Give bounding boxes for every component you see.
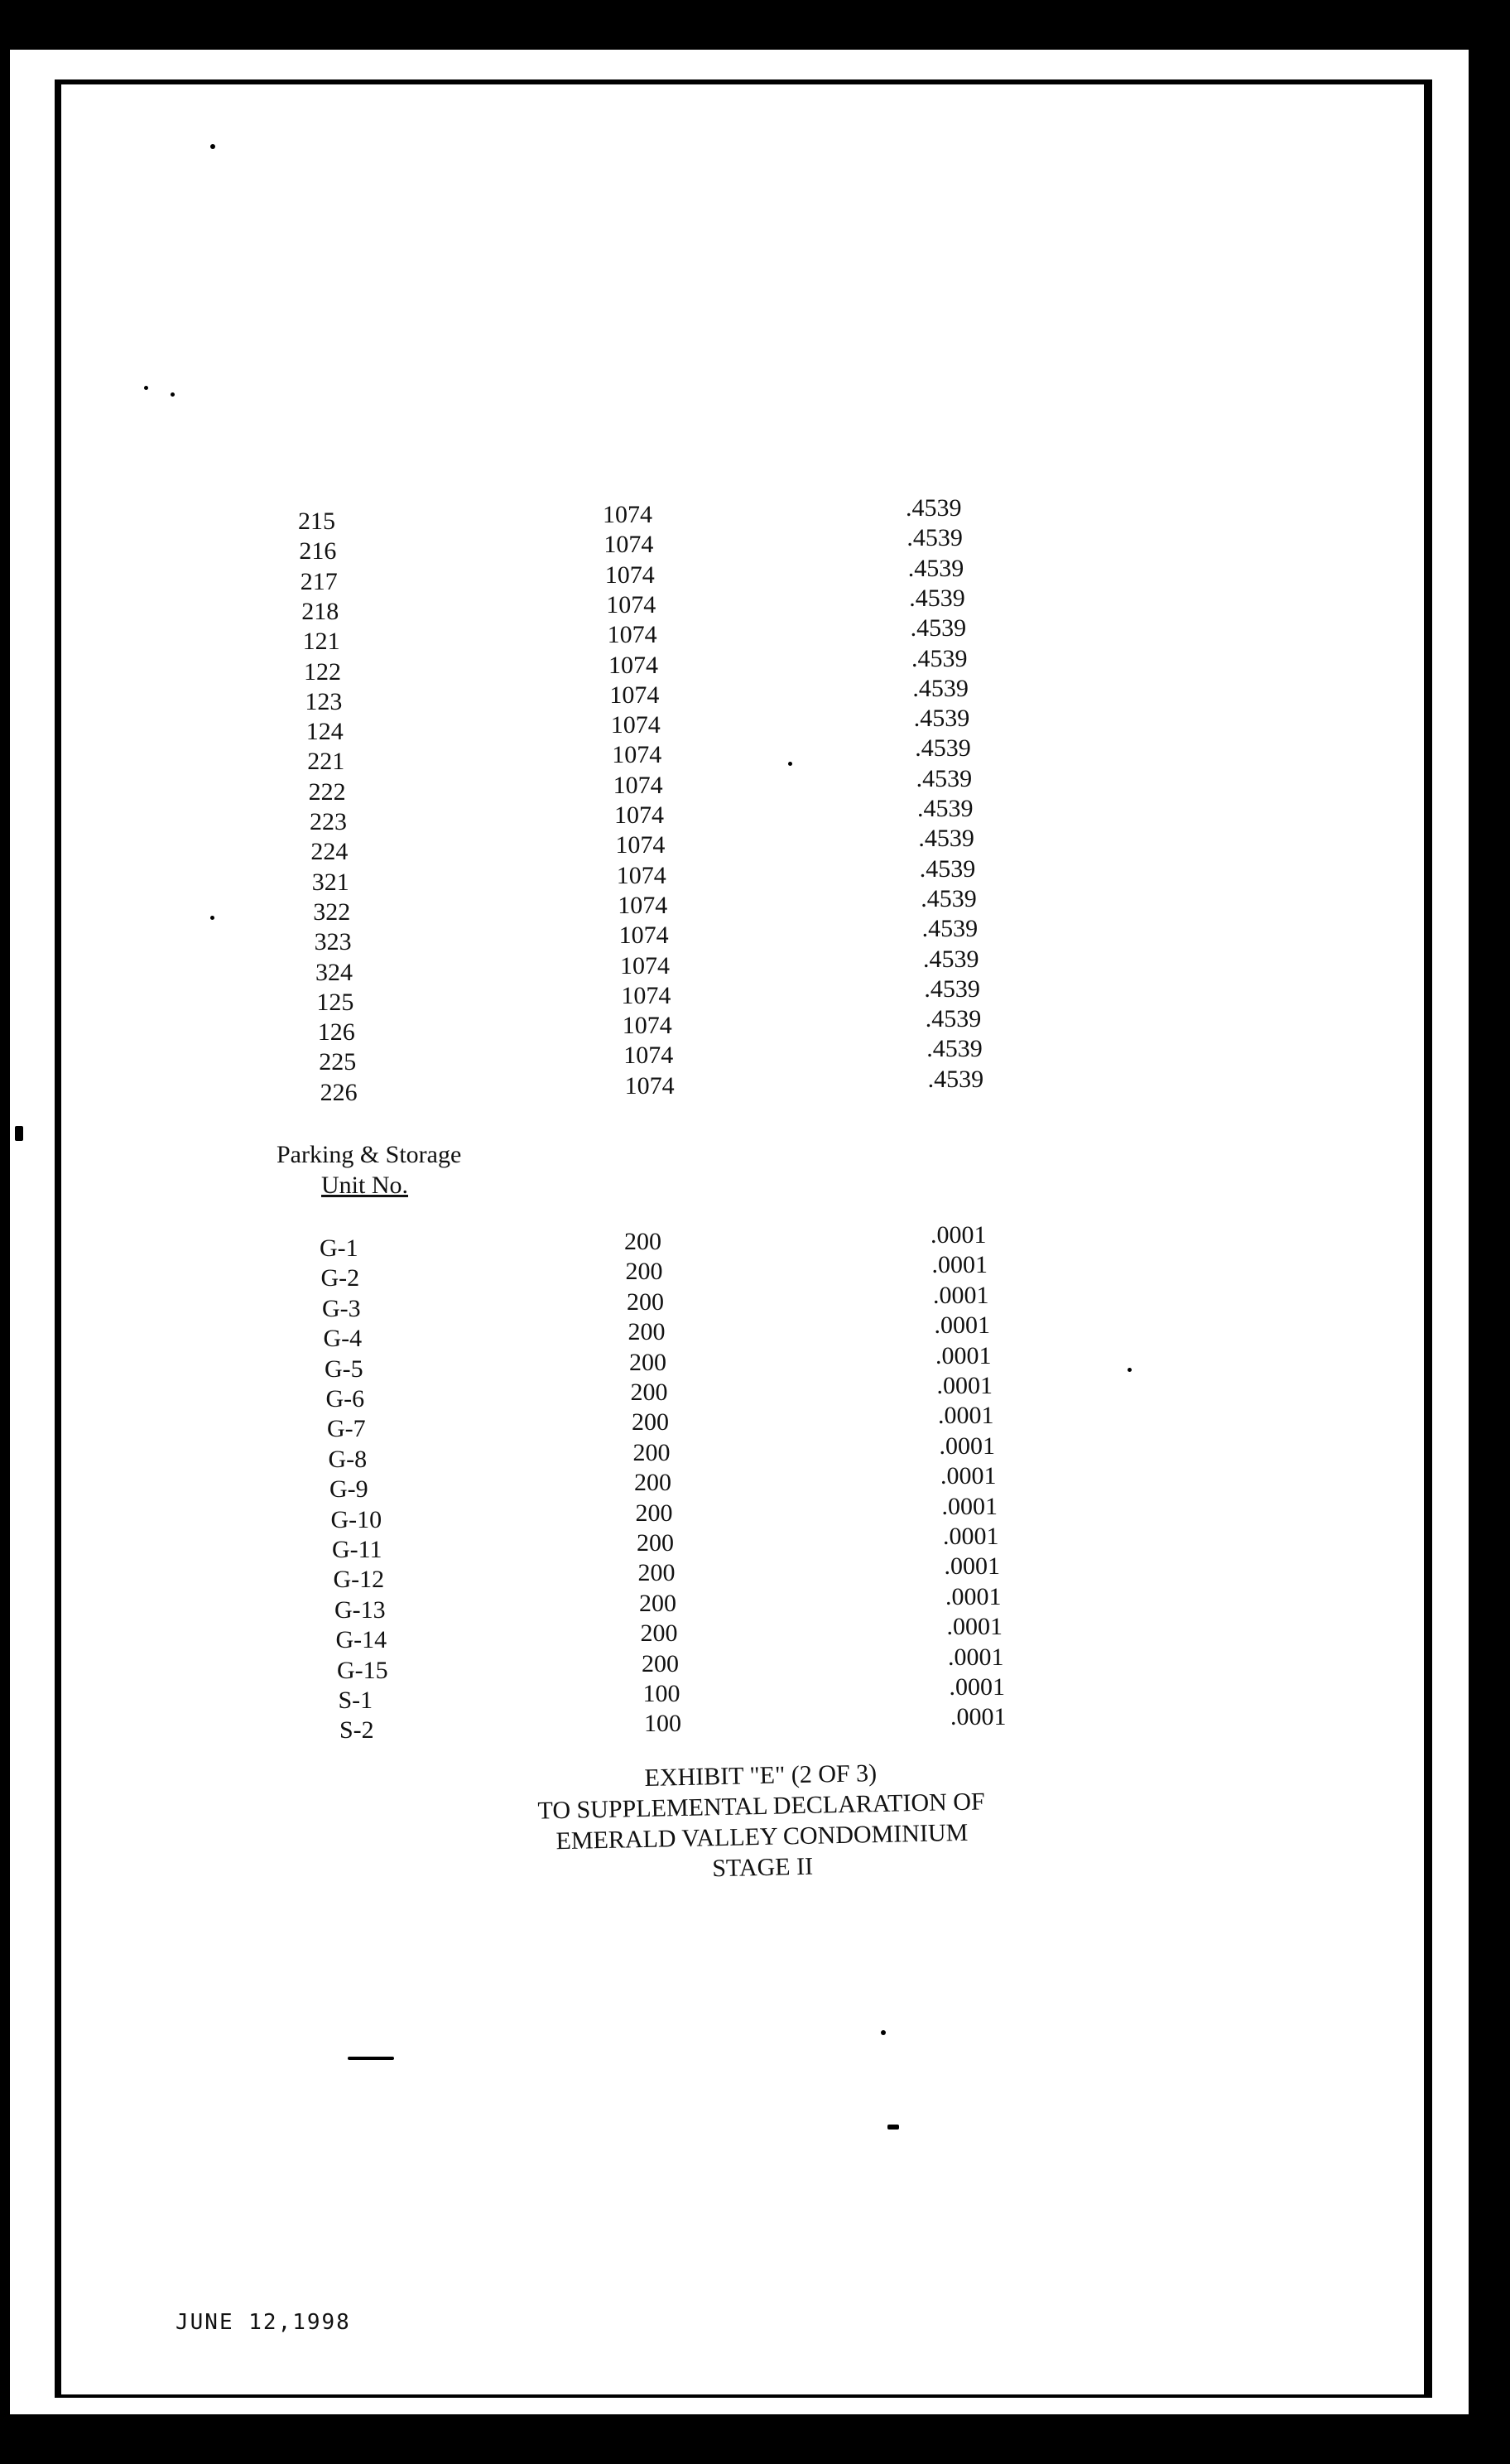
unit-area: 1074	[604, 561, 655, 589]
unit-area: 1074	[620, 951, 670, 979]
unit-area: 1074	[621, 981, 671, 1009]
unit-number: 324	[315, 958, 353, 986]
unit-area: 1074	[608, 651, 658, 679]
scan-speck	[1128, 1368, 1132, 1372]
unit-area: 1074	[622, 1012, 672, 1040]
unit-area: 100	[642, 1680, 680, 1707]
unit-number: G-14	[335, 1626, 387, 1654]
unit-share: .4539	[921, 884, 977, 912]
unit-share: .0001	[934, 1311, 990, 1340]
unit-area: 1074	[603, 501, 652, 528]
unit-share: .4539	[918, 825, 974, 853]
unit-area: 200	[640, 1619, 678, 1648]
unit-number: 126	[317, 1018, 355, 1047]
scan-speck	[881, 2030, 886, 2035]
unit-area: 1074	[604, 531, 654, 559]
unit-share: .0001	[946, 1613, 1003, 1641]
unit-number: 215	[298, 508, 335, 535]
scan-speck	[348, 2057, 394, 2060]
unit-area: 200	[625, 1258, 663, 1286]
unit-share: .0001	[931, 1221, 987, 1249]
unit-number: G-6	[325, 1385, 365, 1412]
unit-share: .0001	[938, 1402, 994, 1430]
unit-area: 200	[627, 1287, 664, 1316]
unit-share: .4539	[917, 795, 974, 822]
unit-area: 200	[635, 1499, 673, 1527]
footer-date: JUNE 12,1998	[176, 2310, 351, 2335]
parking-storage-heading: Parking & Storage	[277, 1141, 462, 1168]
unit-share: .0001	[940, 1462, 997, 1490]
unit-number: 322	[313, 898, 351, 926]
unit-number: G-15	[337, 1656, 388, 1684]
unit-area: 200	[634, 1469, 671, 1497]
unit-share: .4539	[924, 975, 980, 1003]
unit-area: 1074	[623, 1042, 674, 1070]
unit-number: 321	[311, 868, 349, 896]
caption-line-3: EMERALD VALLEY CONDOMINIUM	[555, 1818, 969, 1855]
unit-number: G-7	[327, 1415, 366, 1443]
scan-speck	[887, 2125, 899, 2130]
unit-area: 200	[632, 1438, 671, 1466]
scan-speck	[15, 1126, 23, 1141]
unit-share: .4539	[921, 915, 979, 943]
unit-share: .4539	[919, 854, 976, 883]
unit-number: 225	[319, 1048, 357, 1076]
unit-area: 1074	[616, 861, 666, 889]
scan-border-top	[0, 0, 1510, 50]
unit-area: 1074	[609, 681, 660, 709]
unit-area: 1074	[618, 922, 669, 950]
unit-number: 122	[304, 657, 341, 686]
unit-area: 1074	[607, 621, 657, 649]
scan-border-bottom	[0, 2414, 1510, 2464]
unit-share: .4539	[923, 945, 979, 973]
scan-speck	[210, 916, 214, 920]
document-page	[55, 79, 1432, 2398]
unit-number: G-3	[322, 1294, 361, 1322]
scan-speck	[171, 392, 175, 397]
unit-number: G-11	[332, 1536, 382, 1563]
unit-number: 123	[305, 687, 343, 715]
unit-number: 224	[310, 838, 349, 866]
unit-number: 217	[300, 567, 338, 595]
unit-share: .4539	[910, 614, 967, 642]
unit-number: 124	[305, 718, 344, 746]
unit-number: 125	[316, 988, 354, 1016]
unit-share: .4539	[913, 705, 970, 733]
unit-area: 200	[630, 1379, 668, 1406]
unit-share: .0001	[931, 1251, 988, 1279]
unit-share: .0001	[950, 1703, 1007, 1731]
unit-area: 200	[624, 1228, 661, 1255]
unit-number: S-2	[339, 1716, 374, 1745]
unit-share: .0001	[944, 1552, 1000, 1581]
unit-area: 1074	[606, 590, 656, 618]
scan-speck	[144, 386, 148, 390]
unit-number: 221	[307, 748, 345, 776]
unit-number: 216	[299, 537, 337, 565]
unit-area: 200	[628, 1318, 666, 1346]
unit-share: .0001	[941, 1492, 998, 1520]
unit-share: .0001	[949, 1673, 1005, 1701]
scan-speck	[210, 144, 215, 149]
unit-share: .4539	[925, 1005, 982, 1033]
caption-line-2: TO SUPPLEMENTAL DECLARATION OF	[537, 1788, 985, 1825]
unit-area: 200	[637, 1529, 674, 1557]
unit-share: .0001	[936, 1372, 993, 1399]
unit-area: 1074	[613, 771, 663, 799]
unit-area: 1074	[618, 891, 668, 919]
scan-border-left	[0, 0, 10, 2464]
unit-number: G-12	[333, 1566, 385, 1594]
unit-share: .4539	[916, 764, 973, 792]
unit-number: G-10	[330, 1505, 382, 1533]
unit-area: 1074	[615, 831, 666, 859]
unit-area: 200	[629, 1348, 666, 1376]
unit-number: 223	[310, 808, 347, 835]
unit-area: 1074	[610, 711, 661, 739]
unit-share: .4539	[915, 734, 971, 763]
unit-number: 323	[314, 928, 352, 956]
unit-share: .4539	[926, 1035, 983, 1063]
unit-share: .4539	[912, 674, 969, 702]
unit-area: 200	[642, 1649, 679, 1677]
unit-number: 226	[320, 1078, 358, 1106]
unit-number: S-1	[338, 1687, 373, 1714]
unit-number: G-1	[320, 1234, 358, 1262]
unit-share: .0001	[943, 1523, 999, 1550]
unit-share: .4539	[906, 494, 962, 522]
unit-share: .4539	[911, 644, 968, 672]
unit-share: .4539	[909, 584, 965, 612]
unit-share: .4539	[906, 524, 963, 552]
caption-line-1: EXHIBIT "E" (2 OF 3)	[644, 1759, 878, 1792]
unit-share: .4539	[927, 1065, 984, 1093]
unit-area: 1074	[614, 801, 664, 829]
unit-share: .0001	[945, 1582, 1002, 1610]
unit-number: G-13	[334, 1595, 386, 1624]
unit-number: 222	[308, 777, 346, 806]
unit-area: 200	[639, 1589, 676, 1617]
unit-share: .0001	[935, 1341, 992, 1369]
unit-number: G-2	[320, 1264, 360, 1292]
unit-area: 200	[632, 1408, 669, 1437]
unit-number: G-5	[325, 1355, 363, 1383]
unit-number: G-9	[329, 1475, 368, 1504]
scan-border-right	[1469, 0, 1510, 2464]
unit-area: 200	[637, 1559, 676, 1587]
unit-no-heading: Unit No.	[321, 1172, 408, 1199]
unit-area: 100	[644, 1710, 681, 1738]
unit-share: .4539	[907, 554, 964, 582]
unit-area: 1074	[624, 1071, 675, 1100]
unit-number: 121	[302, 628, 340, 656]
unit-area: 1074	[612, 741, 662, 769]
exhibit-caption	[496, 1754, 1028, 1888]
unit-number: G-8	[328, 1445, 368, 1473]
caption-line-4: STAGE II	[711, 1852, 814, 1883]
unit-number: G-4	[323, 1325, 363, 1353]
unit-share: .0001	[933, 1281, 989, 1309]
scan-speck	[788, 762, 792, 766]
unit-number: 218	[301, 597, 339, 625]
unit-share: .0001	[939, 1432, 995, 1460]
unit-share: .0001	[948, 1643, 1004, 1671]
